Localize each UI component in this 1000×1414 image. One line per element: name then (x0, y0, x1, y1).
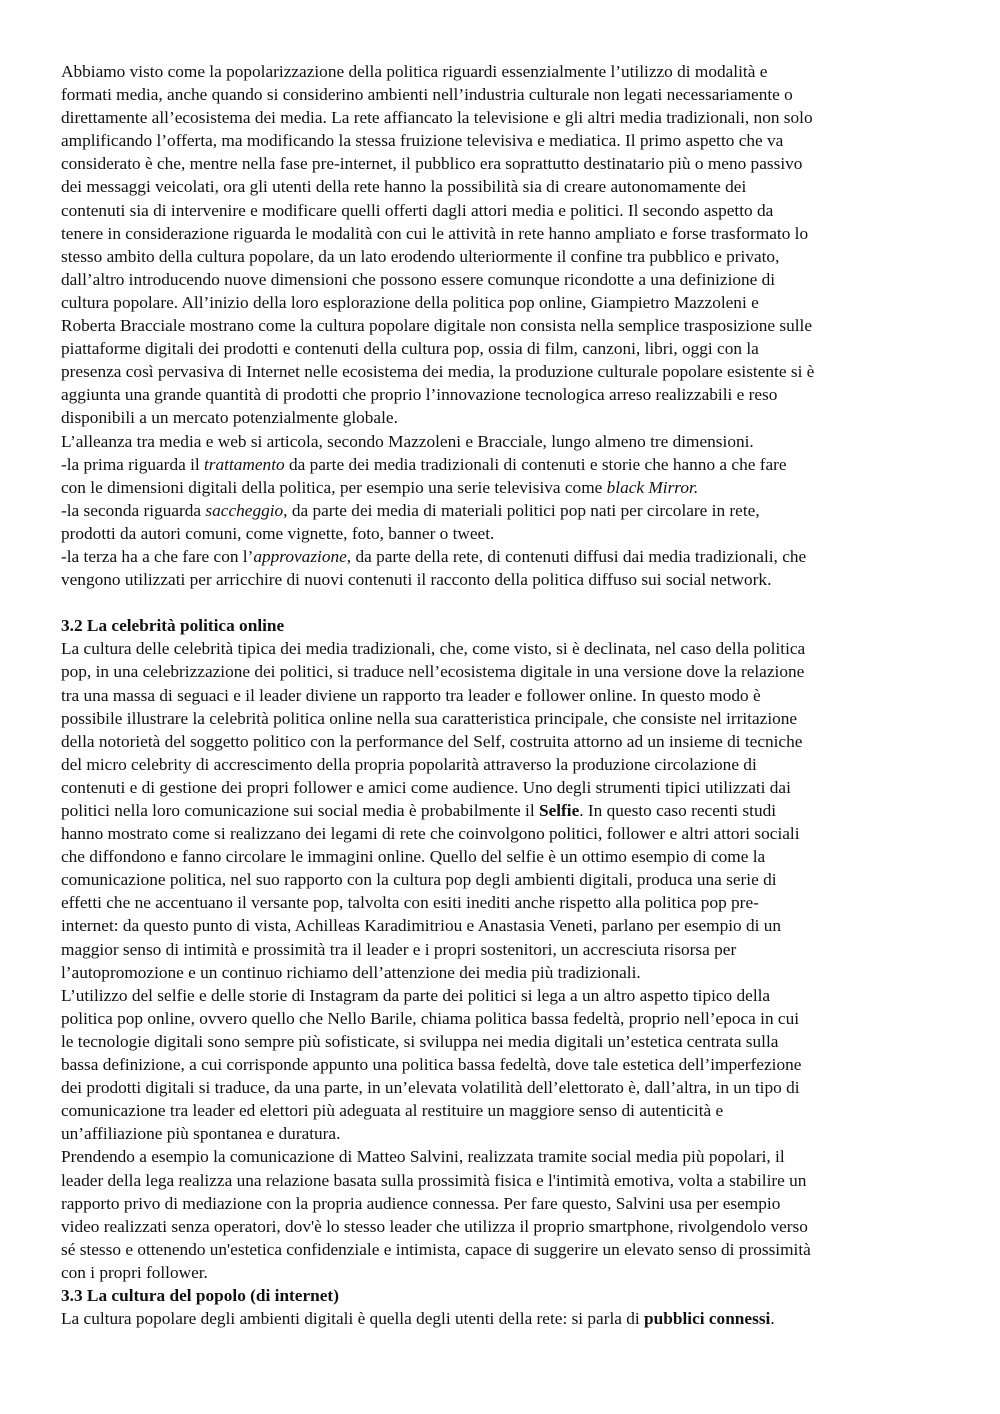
text-line (61, 453, 941, 476)
text-line (61, 545, 941, 568)
text-span: , da parte della rete, di contenuti diffusi dai media tradizionali, che (346, 546, 807, 566)
text-line: un’affiliazione più spontanea e duratura. (61, 1124, 341, 1144)
document-page (61, 60, 941, 1330)
text-line: che diffondono e fanno circolare le immagini online. Quello del selfie è un ottimo esempio di come la (61, 847, 766, 867)
dimension-item-3 (61, 545, 941, 591)
section-heading: 3.2 La celebrità politica online (61, 616, 285, 636)
text-line: hanno mostrato come si realizzano dei legami di rete che coinvolgono politici, follower e altri attori sociali (61, 824, 800, 844)
text-line: pop, in una celebrizzazione dei politici, si traduce nell’ecosistema digitale in una versione dove la relazione (61, 662, 805, 682)
text-line: L’alleanza tra media e web si articola, secondo Mazzoleni e Bracciale, lungo almeno tre dimensioni. (61, 431, 754, 451)
text-line: della notorietà del soggetto politico con la performance del Self, costruita attorno ad un insieme di tecniche (61, 731, 803, 751)
text-line: L’utilizzo del selfie e delle storie di Instagram da parte dei politici si lega a un altro aspetto tipico della (61, 985, 771, 1005)
text-line: contenuti sia di intervenire e modificare quelli offerti dagli attori media e politici. Il secondo aspetto da (61, 200, 774, 220)
text-span: con le dimensioni digitali della politica, per esempio una serie televisiva come (61, 477, 607, 497)
text-line: disponibili a un mercato potenzialmente globale. (61, 408, 398, 428)
text-line: le tecnologie digitali sono sempre più sofisticate, si sviluppa nei media digitali un’estetica centrata sulla (61, 1031, 779, 1051)
text-line: dei prodotti digitali si traduce, da una parte, in un’elevata volatilità dell’elettorato è, dall’altra, in un tipo di (61, 1078, 800, 1098)
paragraph-spacer (61, 591, 941, 614)
text-line: dall’altro introducendo nuove dimensioni che possono essere comunque ricondotte a una definizione di (61, 269, 776, 289)
text-line: video realizzati senza operatori, dov'è lo stesso leader che utilizza il proprio smartphone, rivolgendolo verso (61, 1216, 808, 1236)
text-line: formati media, anche quando si considerino ambienti nell’industria culturale non legati necessariamente o (61, 85, 793, 105)
section-3-3 (61, 1284, 941, 1330)
text-line: internet: da questo punto di vista, Achilleas Karadimitriou e Anastasia Veneti, parlano per esempio di un (61, 916, 782, 936)
text-line: amplificando l’offerta, ma modificando la stessa fruizione televisiva e mediatica. Il primo aspetto che va (61, 131, 784, 151)
text-span: . (770, 1309, 775, 1329)
text-line: del micro celebrity di accrescimento della propria popolarità attraverso la produzione circolazione di (61, 754, 757, 774)
text-line: stesso ambito della cultura popolare, da un lato erodendo ulteriormente il confine tra pubblico e privato, (61, 246, 780, 266)
text-line: bassa definizione, a cui corrisponde appunto una politica bassa fedeltà, dove tale estetica dell’imperfezione (61, 1055, 802, 1075)
text-line: tenere in considerazione riguarda le modalità con cui le attività in rete hanno ampliato e forse trasformato lo (61, 223, 809, 243)
text-line: possibile illustrare la celebrità politica online nella sua caratteristica principale, che consiste nel irritazione (61, 708, 798, 728)
text-line: piattaforme digitali dei prodotti e contenuti della cultura pop, ossia di film, canzoni, libri, oggi con la (61, 339, 759, 359)
text-line: vengono utilizzati per arricchire di nuovi contenuti il racconto della politica diffuso sui social network. (61, 570, 772, 590)
emphasis-black-mirror: black Mirror. (606, 477, 699, 497)
text-span: La cultura popolare degli ambienti digitali è quella degli utenti della rete: si parla di (61, 1309, 645, 1329)
text-line: aggiunta una grande quantità di prodotti che proprio l’innovazione tecnologica arreso realizzabili e reso (61, 385, 778, 405)
dimension-item-1 (61, 453, 941, 499)
text-span: -la terza ha a che fare con l’ (61, 546, 254, 566)
text-line (61, 1307, 941, 1330)
text-line: contenuti e di gestione dei propri follower e amici come audience. Uno degli strumenti tipici utilizzati dai (61, 777, 791, 797)
text-line: prodotti da autori comuni, come vignette, foto, banner o tweet. (61, 523, 495, 543)
text-line: comunicazione politica, nel suo rapporto con la cultura pop degli ambienti digitali, produca una serie di (61, 870, 777, 890)
text-line: Prendendo a esempio la comunicazione di Matteo Salvini, realizzata tramite social media più popolari, il (61, 1147, 785, 1167)
text-line: considerato è che, mentre nella fase pre-internet, il pubblico era soprattutto destinatario più o meno passivo (61, 154, 803, 174)
text-line: con i propri follower. (61, 1262, 208, 1282)
intro-paragraph (61, 60, 941, 453)
emphasis-saccheggio: saccheggio (205, 500, 284, 520)
text-line: Abbiamo visto come la popolarizzazione della politica riguardi essenzialmente l’utilizzo di modalità e (61, 62, 768, 81)
text-line: rapporto privo di mediazione con la propria audience connessa. Per fare questo, Salvini usa per esempio (61, 1193, 781, 1213)
text-line: La cultura delle celebrità tipica dei media tradizionali, che, come visto, si è declinata, nel caso della politica (61, 639, 806, 659)
text-span: politici nella loro comunicazione sui social media è probabilmente il (61, 801, 539, 820)
bold-selfie: Selfie (538, 801, 580, 820)
dimension-item-2 (61, 499, 941, 545)
text-line: effetti che ne accentuano il versante pop, talvolta con esiti inediti anche rispetto alla politica pop pre- (61, 893, 759, 913)
text-span: , da parte dei media di materiali politici pop nati per circolare in rete, (283, 500, 760, 520)
text-line: cultura popolare. All’inizio della loro esplorazione della politica pop online, Giampietro Mazzoleni e (61, 292, 759, 312)
text-line: politica pop online, ovvero quello che Nello Barile, chiama politica bassa fedeltà, proprio nell’epoca in cui (61, 1008, 800, 1028)
text-line (61, 476, 941, 499)
text-line: sé stesso e ottenendo un'estetica confidenziale e intimista, capace di suggerire un elevato senso di prossimità (61, 1239, 811, 1259)
text-line (61, 799, 941, 822)
section-heading: 3.3 La cultura del popolo (di internet) (61, 1285, 339, 1305)
text-span: -la prima riguarda il (61, 454, 204, 474)
text-span: -la seconda riguarda (61, 500, 206, 520)
text-span: da parte dei media tradizionali di contenuti e storie che hanno a che fare (284, 454, 787, 474)
bold-pubblici-connessi: pubblici connessi (644, 1309, 771, 1329)
text-line: presenza così pervasiva di Internet nelle ecosistema dei media, la produzione culturale popolare esistente si è (61, 362, 815, 382)
section-3-2 (61, 614, 941, 1284)
text-line (61, 499, 941, 522)
text-line: maggior senso di intimità e prossimità tra il leader e i propri sostenitori, un accresciuta risorsa per (61, 939, 737, 959)
text-span: . In questo caso recenti studi (579, 801, 777, 820)
text-line: tra una massa di seguaci e il leader diviene un rapporto tra leader e follower online. In questo modo è (61, 685, 761, 705)
text-line: comunicazione tra leader ed elettori più adeguata al restituire un maggiore senso di autenticità e (61, 1101, 724, 1121)
text-line: dei messaggi veicolati, ora gli utenti della rete hanno la possibilità sia di creare autonomamente dei (61, 177, 747, 197)
emphasis-approvazione: approvazione (253, 546, 347, 566)
text-line: Roberta Bracciale mostrano come la cultura popolare digitale non consista nella semplice trasposizione sulle (61, 316, 813, 336)
text-line: direttamente all’ecosistema dei media. La rete affiancato la televisione e gli altri media tradizionali, non solo (61, 108, 813, 128)
text-line: l’autopromozione e un continuo richiamo dell’attenzione dei media più tradizionali. (61, 962, 641, 982)
emphasis-trattamento: trattamento (204, 454, 285, 474)
text-line: leader della lega realizza una relazione basata sulla prossimità fisica e l'intimità emotiva, volta a stabilire un (61, 1170, 807, 1190)
